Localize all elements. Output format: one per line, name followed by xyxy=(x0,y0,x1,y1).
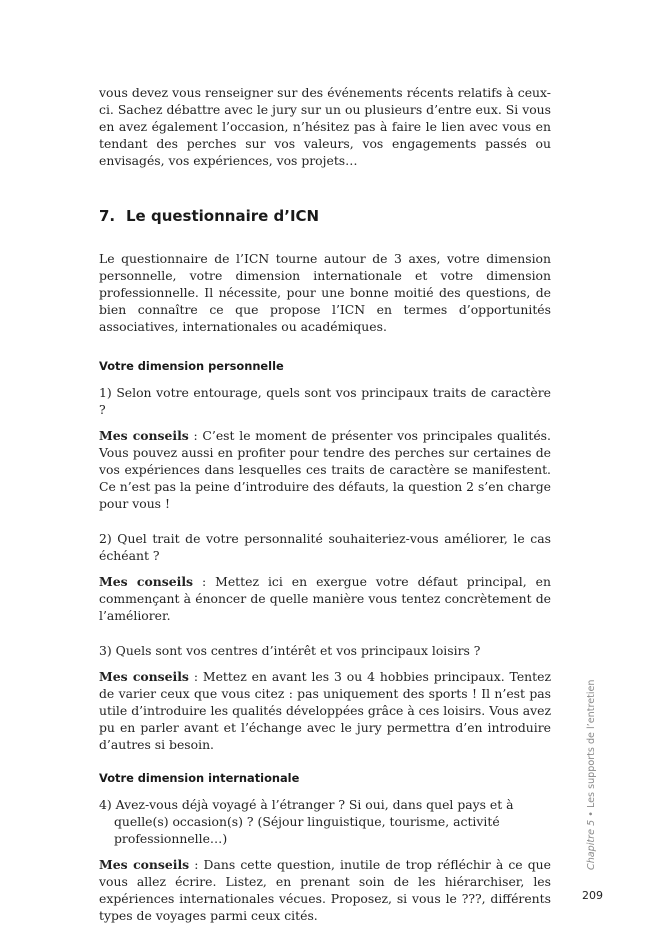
section-paragraph: Le questionnaire de l’ICN tourne autour de 3 axes, votre dimension personnelle, votre dimension internationale et votre dimension professionnelle. Il nécessite, pour une bonne moitié des questions, de bien connaître ce que propose l’ICN en termes d’opportunités associatives, internationales ou académiques. xyxy=(99,251,551,334)
chapter-label: Chapitre 5 xyxy=(586,819,597,870)
chapter-title: Les supports de l’entretien xyxy=(586,679,597,809)
advice-text: : Mettez en avant les 3 ou 4 hobbies principaux. Tentez de varier ceux que vous citez : pas uniquement des sports ! Il n’est pas utile d’introduire les qualités développées grâce à ces loisirs. Vous avez pu en parler avant et l’échange avec le jury permettra d’en introduire d’autres si besoin. xyxy=(99,669,551,752)
advice-1 xyxy=(99,427,551,512)
question-1: 1) Selon votre entourage, quels sont vos principaux traits de caractère ? xyxy=(99,385,551,417)
advice-2 xyxy=(99,573,551,624)
subheading-personal: Votre dimension personnelle xyxy=(99,359,284,373)
advice-label: Mes conseils xyxy=(99,574,193,589)
advice-3 xyxy=(99,668,551,753)
advice-text: : Dans cette question, inutile de trop réfléchir à ce que vous allez écrire. Listez, en prenant soin de les hiérarchiser, les expériences internationales vécues. Proposez, si vous le ???, différents types de voyages parmi ceux cités. xyxy=(99,857,551,923)
advice-text: : C’est le moment de présenter vos principales qualités. Vous pouvez aussi en profiter pour tendre des perches sur certaines de vos expériences dans lesquelles ces traits de caractère se manifestent. Ce n’est pas la peine d’introduire des défauts, la question 2 s’en charge pour vous ! xyxy=(99,428,551,511)
advice-label: Mes conseils xyxy=(99,428,189,443)
chapter-separator: • xyxy=(586,808,597,820)
intro-paragraph: vous devez vous renseigner sur des événements récents relatifs à ceux-ci. Sachez débattre avec le jury sur un ou plusieurs d’entre eux. Si vous en avez également l’occasion, n’hésitez pas à faire le lien avec vous en tendant des perches sur vos valeurs, vos engagements passés ou envisagés, vos expériences, vos projets… xyxy=(99,85,551,168)
question-3: 3) Quels sont vos centres d’intérêt et vos principaux loisirs ? xyxy=(99,643,481,658)
advice-label: Mes conseils xyxy=(99,857,190,872)
advice-text: : Mettez ici en exergue votre défaut principal, en commençant à énoncer de quelle manière vous tentez concrètement de l’améliorer. xyxy=(99,574,551,623)
question-4: 4) Avez-vous déjà voyagé à l’étranger ? Si oui, dans quel pays et à quelle(s) occasion(s) ? (Séjour linguistique, tourisme, activité professionnelle…) xyxy=(99,797,514,846)
section-number: 7. xyxy=(99,207,116,225)
section-title: Le questionnaire d’ICN xyxy=(126,207,320,225)
page-content xyxy=(99,84,551,924)
section-heading xyxy=(99,207,551,225)
question-2: 2) Quel trait de votre personnalité souhaiteriez-vous améliorer, le cas échéant ? xyxy=(99,531,551,563)
advice-label: Mes conseils xyxy=(99,669,189,684)
page-number: 209 xyxy=(582,889,603,902)
advice-4 xyxy=(99,856,551,924)
chapter-sidebar xyxy=(586,660,597,870)
subheading-international: Votre dimension internationale xyxy=(99,771,300,785)
